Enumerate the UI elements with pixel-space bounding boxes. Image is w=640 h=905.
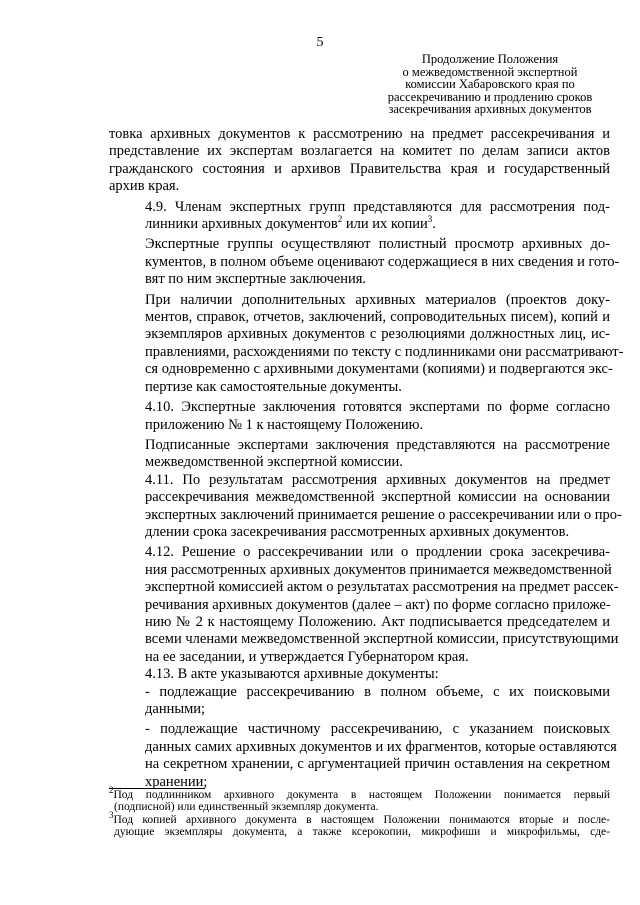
text-line: Подписанные экспертами заключения представляются на рассмотрение [145,436,610,453]
text-line: данных самих архивных документов и их фрагментов, которые оставляются [145,738,617,755]
text-line: пертизе как самостоятельные документы. [145,378,402,395]
footnote-ref: 3 [427,214,433,225]
text-line: 4.12. Решение о рассекречивании или о продлении срока засекречива- [145,544,610,561]
paragraph-signed-conclusions [109,437,610,472]
text-fragment: . [432,216,436,233]
header-line: рассекречиванию и продлению сроков [387,89,593,104]
text-line: ния рассмотренных архивных документов принимается межведомственной [145,561,612,578]
footnote-3 [109,810,610,838]
text-line: архив края. [109,178,180,195]
text-line: вят по ним экспертные заключения. [145,271,367,288]
text-line: хранении; [145,773,208,790]
list-item-full-declassification [109,684,610,719]
paragraph-4-9 [109,199,610,234]
footnote-ref: 2 [337,214,343,225]
text-line: дующие экземпляры документа, а также ксерокопии, микрофиши и микрофильмы, сде- [114,825,610,838]
paragraph-expert-groups [109,236,620,288]
text-fragment: или их копии [342,216,428,233]
paragraph-4-11 [109,471,622,542]
text-line: всеми членами межведомственной экспертной комиссии, присутствующими [145,631,619,648]
text-line [109,785,610,802]
paragraph-additional-materials [109,291,624,396]
text-line: (подписной) или единственный экземпляр документа. [114,800,379,813]
text-line: гражданского состояния и архивов Правительства края и государственный [109,160,610,177]
text-line: данными; [145,701,206,717]
list-item-partial-declassification [109,721,617,791]
header-line: Продолжение Положения [421,52,559,66]
text-line: длении срока засекречивания рассмотренных архивных документов. [145,523,570,540]
text-line: на секретном хранении, с аргументацией причин оставления на секретном [145,756,610,773]
header-note [368,53,612,116]
text-line: ся одновременно с архивными документами (копиями) и подвергаются экс- [145,361,613,378]
paragraph-4-10 [109,399,610,434]
text-line: кументов, в полном объеме оценивают содержащиеся в них сведения и гото- [145,253,620,270]
footnote-mark: 2 [109,785,114,796]
text-line: экспертных заключений принимается решение о рассекречивании или о про- [145,506,622,523]
text-line: 4.11. По результатам рассмотрения архивных документов на предмет [145,471,610,488]
text-line: правлениями, расхождениями по тексту с подлинниками они рассматривают- [145,343,624,360]
text-line: межведомственной экспертной комиссии. [145,454,403,471]
text-line: рассекречивания межведомственной экспертной комиссии на основании [145,489,610,506]
text-line [109,810,610,827]
text-fragment: Под подлинником архивного документа в настоящем Положении понимается первый [113,789,610,801]
footnotes [109,785,610,840]
text-line: приложению № 1 к настоящему Положению. [145,416,424,433]
text-line: Экспертные группы осуществляют полистный просмотр архивных до- [145,236,610,253]
paragraph-continuation [109,126,610,196]
text-fragment: Под копией архивного документа в настоящем Положении понимаются вторые и после- [113,814,610,826]
text-line: 4.13. В акте указываются архивные документы: [145,666,439,683]
page-number: 5 [316,35,324,50]
text-fragment: линники архивных документов [145,216,338,233]
text-line: 4.9. Членам экспертных групп представляются для рассмотрения под- [145,198,610,215]
text-line: ментов, справок, отчетов, заключений, сопроводительных писем), копий и [145,309,610,326]
footnote-2 [109,785,610,813]
paragraph-4-12 [109,544,619,666]
header-line: о межведомственной экспертной [402,64,578,79]
header-line: комиссии Хабаровского края по [405,77,575,91]
text-line: При наличии дополнительных архивных материалов (проектов доку- [145,291,610,308]
text-line: на ее заседании, и утверждается Губернатором края. [145,648,469,665]
text-line: речивания архивных документов (далее – акт) по форме согласно приложе- [145,596,611,613]
header-line: засекречивания архивных документов [388,102,592,116]
text-line [109,216,610,233]
text-line: 4.10. Экспертные заключения готовятся экспертами по форме согласно [145,399,610,416]
text-line: экземпляров архивных документов с резолюциями должностных лиц, ис- [145,326,610,343]
body-text [109,126,624,791]
footnote-mark: 3 [109,810,114,821]
text-line: нию № 2 к настоящему Положению. Акт подписывается председателем и [145,613,610,630]
text-line: - подлежащие рассекречиванию в полном объеме, с их поисковыми [145,683,610,700]
text-line: экспертной комиссией актом о результатах рассмотрения на предмет рассек- [145,579,619,596]
text-line: - подлежащие частичному рассекречиванию, с указанием поисковых [145,721,610,738]
text-line: товка архивных документов к рассмотрению на предмет рассекречивания и [109,126,610,142]
paragraph-4-13 [109,666,610,683]
text-line: представление их экспертам возлагается на комитет по делам записи актов [109,143,610,160]
